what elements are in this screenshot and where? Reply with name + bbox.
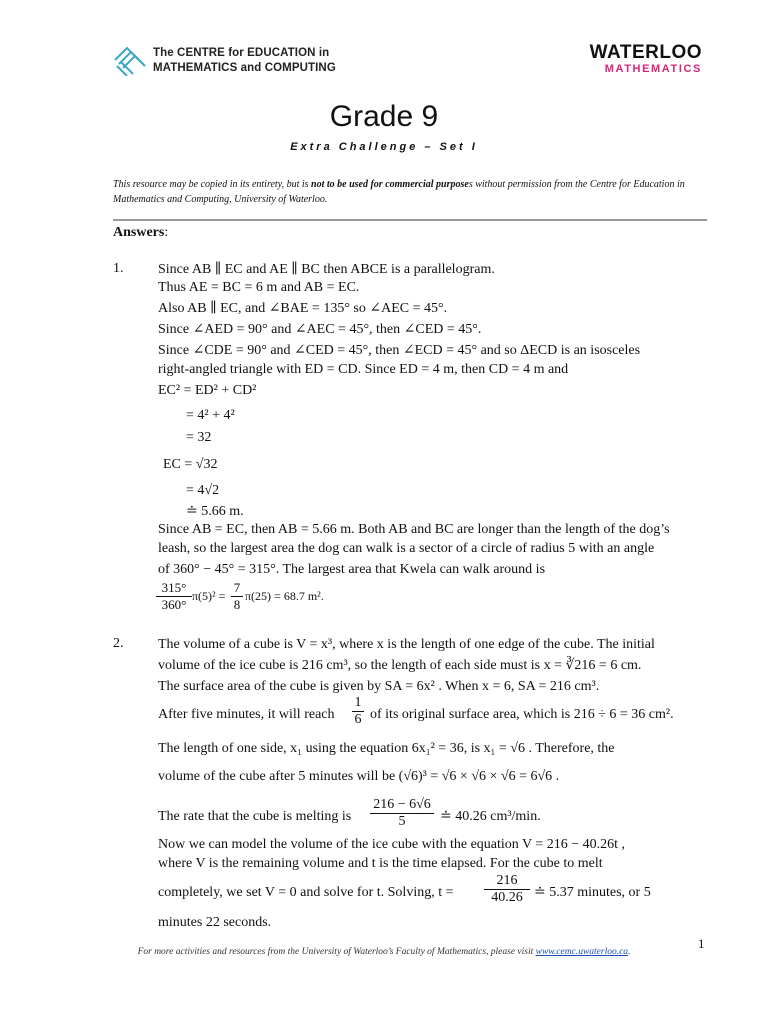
q2-line-4b: of its original surface area, which is 216 ÷ 6 = 36 cm².	[370, 707, 674, 722]
q1-fraction-mid: π(5)² =	[192, 589, 226, 603]
q2-line-10b: ≐ 5.37 minutes, or 5	[534, 885, 651, 900]
answers-heading: Answers:	[113, 225, 169, 240]
uw-logo-line-1: WATERLOO	[589, 42, 702, 63]
q2-fraction-num: 1	[354, 695, 362, 710]
q2-line-5: The length of one side, x₁ using the equation 6x₁² = 36, is x₁ = √6 . Therefore, the	[158, 741, 615, 756]
q1-fraction-1	[156, 580, 192, 613]
footer-link[interactable]: www.cemc.uwaterloo.ca	[535, 947, 629, 957]
cemc-line-2: MATHEMATICS and COMPUTING	[153, 62, 336, 74]
q1-line-4: Since ∠AED = 90° and ∠AEC = 45°, then ∠CED = 45°.	[158, 322, 482, 337]
divider	[113, 219, 707, 221]
q2-fraction-one-sixth	[352, 695, 364, 728]
q2-fraction-time	[484, 873, 530, 906]
q1-line-9: of 360° − 45° = 315°. The largest area that Kwela can walk around is	[158, 562, 546, 577]
q1-line-2: Thus AE = BC = 6 m and AB = EC.	[158, 280, 360, 295]
copyright-notice	[113, 177, 713, 207]
cemc-line-1: The CENTRE for EDUCATION in	[153, 47, 330, 59]
q2-line-8: Now we can model the volume of the ice cube with the equation V = 216 − 40.26t ,	[158, 837, 626, 852]
q2-line-7a: The rate that the cube is melting is	[158, 809, 352, 824]
q1-line-7: Since AB = EC, then AB = 5.66 m. Both AB and BC are longer than the length of the dog’s	[158, 522, 670, 537]
q2-rate-den: 5	[370, 813, 434, 830]
footer	[0, 947, 768, 957]
q2-line-11: minutes 22 seconds.	[158, 915, 272, 930]
q2-line-1: The volume of a cube is V = x³, where x is the length of one edge of the cube. The initial	[158, 637, 655, 652]
q2-time-den: 40.26	[484, 889, 530, 906]
q1-fraction-1-num: 315°	[161, 580, 187, 595]
uw-logo-line-2: MATHEMATICS	[604, 63, 702, 75]
question-1-number: 1.	[113, 261, 124, 276]
q2-time-num: 216	[496, 873, 518, 888]
page-number: 1	[698, 936, 705, 951]
q2-line-10a: completely, we set V = 0 and solve for t. Solving, t =	[158, 885, 454, 900]
q1-eq-2: = 4² + 4²	[186, 408, 235, 423]
q1-eq-4: EC = √32	[163, 457, 218, 472]
q2-line-2: volume of the ice cube is 216 cm³, so the length of each side must is x = ∛216 = 6 cm.	[158, 658, 642, 673]
q2-rate-num: 216 − 6√6	[373, 797, 431, 812]
q2-fraction-den: 6	[352, 711, 364, 728]
q1-line-1: Since AB ∥ EC and AE ∥ BC then ABCE is a parallelogram.	[158, 262, 495, 277]
q1-line-8: leash, so the largest area the dog can walk is a sector of a circle of radius 5 with an angle	[158, 541, 655, 556]
q1-fraction-1-den: 360°	[156, 596, 192, 613]
q1-line-6: right-angled triangle with ED = CD. Since ED = 4 m, then CD = 4 m and	[158, 362, 569, 377]
waterloo-mathematics-logo	[590, 43, 702, 76]
q2-line-6: volume of the cube after 5 minutes will be (√6)³ = √6 × √6 × √6 = 6√6 .	[158, 769, 560, 784]
cemc-logo-text	[153, 46, 336, 76]
notice-after: s without permission from the Centre for Education in Mathematics and Computing, University of Waterloo.	[113, 179, 685, 205]
q1-fraction-rest: π(25) = 68.7 m².	[245, 589, 324, 603]
q1-eq-6: ≐ 5.66 m.	[186, 504, 244, 519]
q1-fraction-2	[231, 580, 243, 613]
q1-fraction-2-den: 8	[231, 596, 243, 613]
question-2-number: 2.	[113, 636, 124, 651]
q1-fraction-2-num: 7	[233, 580, 241, 595]
q1-eq-1: EC² = ED² + CD²	[158, 383, 257, 398]
cemc-logo-icon	[113, 42, 147, 76]
q1-eq-3: = 32	[186, 430, 212, 445]
q2-line-3: The surface area of the cube is given by SA = 6x² . When x = 6, SA = 216 cm³.	[158, 679, 600, 694]
cemc-logo	[113, 42, 147, 81]
q2-fraction-rate	[370, 797, 434, 830]
q2-line-4a: After five minutes, it will reach	[158, 707, 335, 722]
q1-line-5: Since ∠CDE = 90° and ∠CED = 45°, then ∠ECD = 45° and so ΔECD is an isosceles	[158, 343, 641, 358]
page-subtitle: Extra Challenge – Set I	[290, 141, 478, 153]
notice-before: This resource may be copied in its entirety, but is	[113, 179, 312, 190]
page-title: Grade 9	[329, 100, 439, 133]
q2-line-7b: ≐ 40.26 cm³/min.	[440, 809, 541, 824]
q1-line-3: Also AB ∥ EC, and ∠BAE = 135° so ∠AEC = 45°.	[158, 301, 448, 316]
q1-eq-5: = 4√2	[186, 483, 220, 498]
notice-bold: not to be used for commercial purpose	[311, 179, 469, 190]
answers-heading-text: Answers	[113, 225, 165, 240]
footer-end: .	[628, 947, 631, 957]
footer-text: For more activities and resources from the University of Waterloo’s Faculty of Mathematics, please visit	[137, 947, 536, 957]
q2-line-9: where V is the remaining volume and t is the time elapsed. For the cube to melt	[158, 856, 603, 871]
